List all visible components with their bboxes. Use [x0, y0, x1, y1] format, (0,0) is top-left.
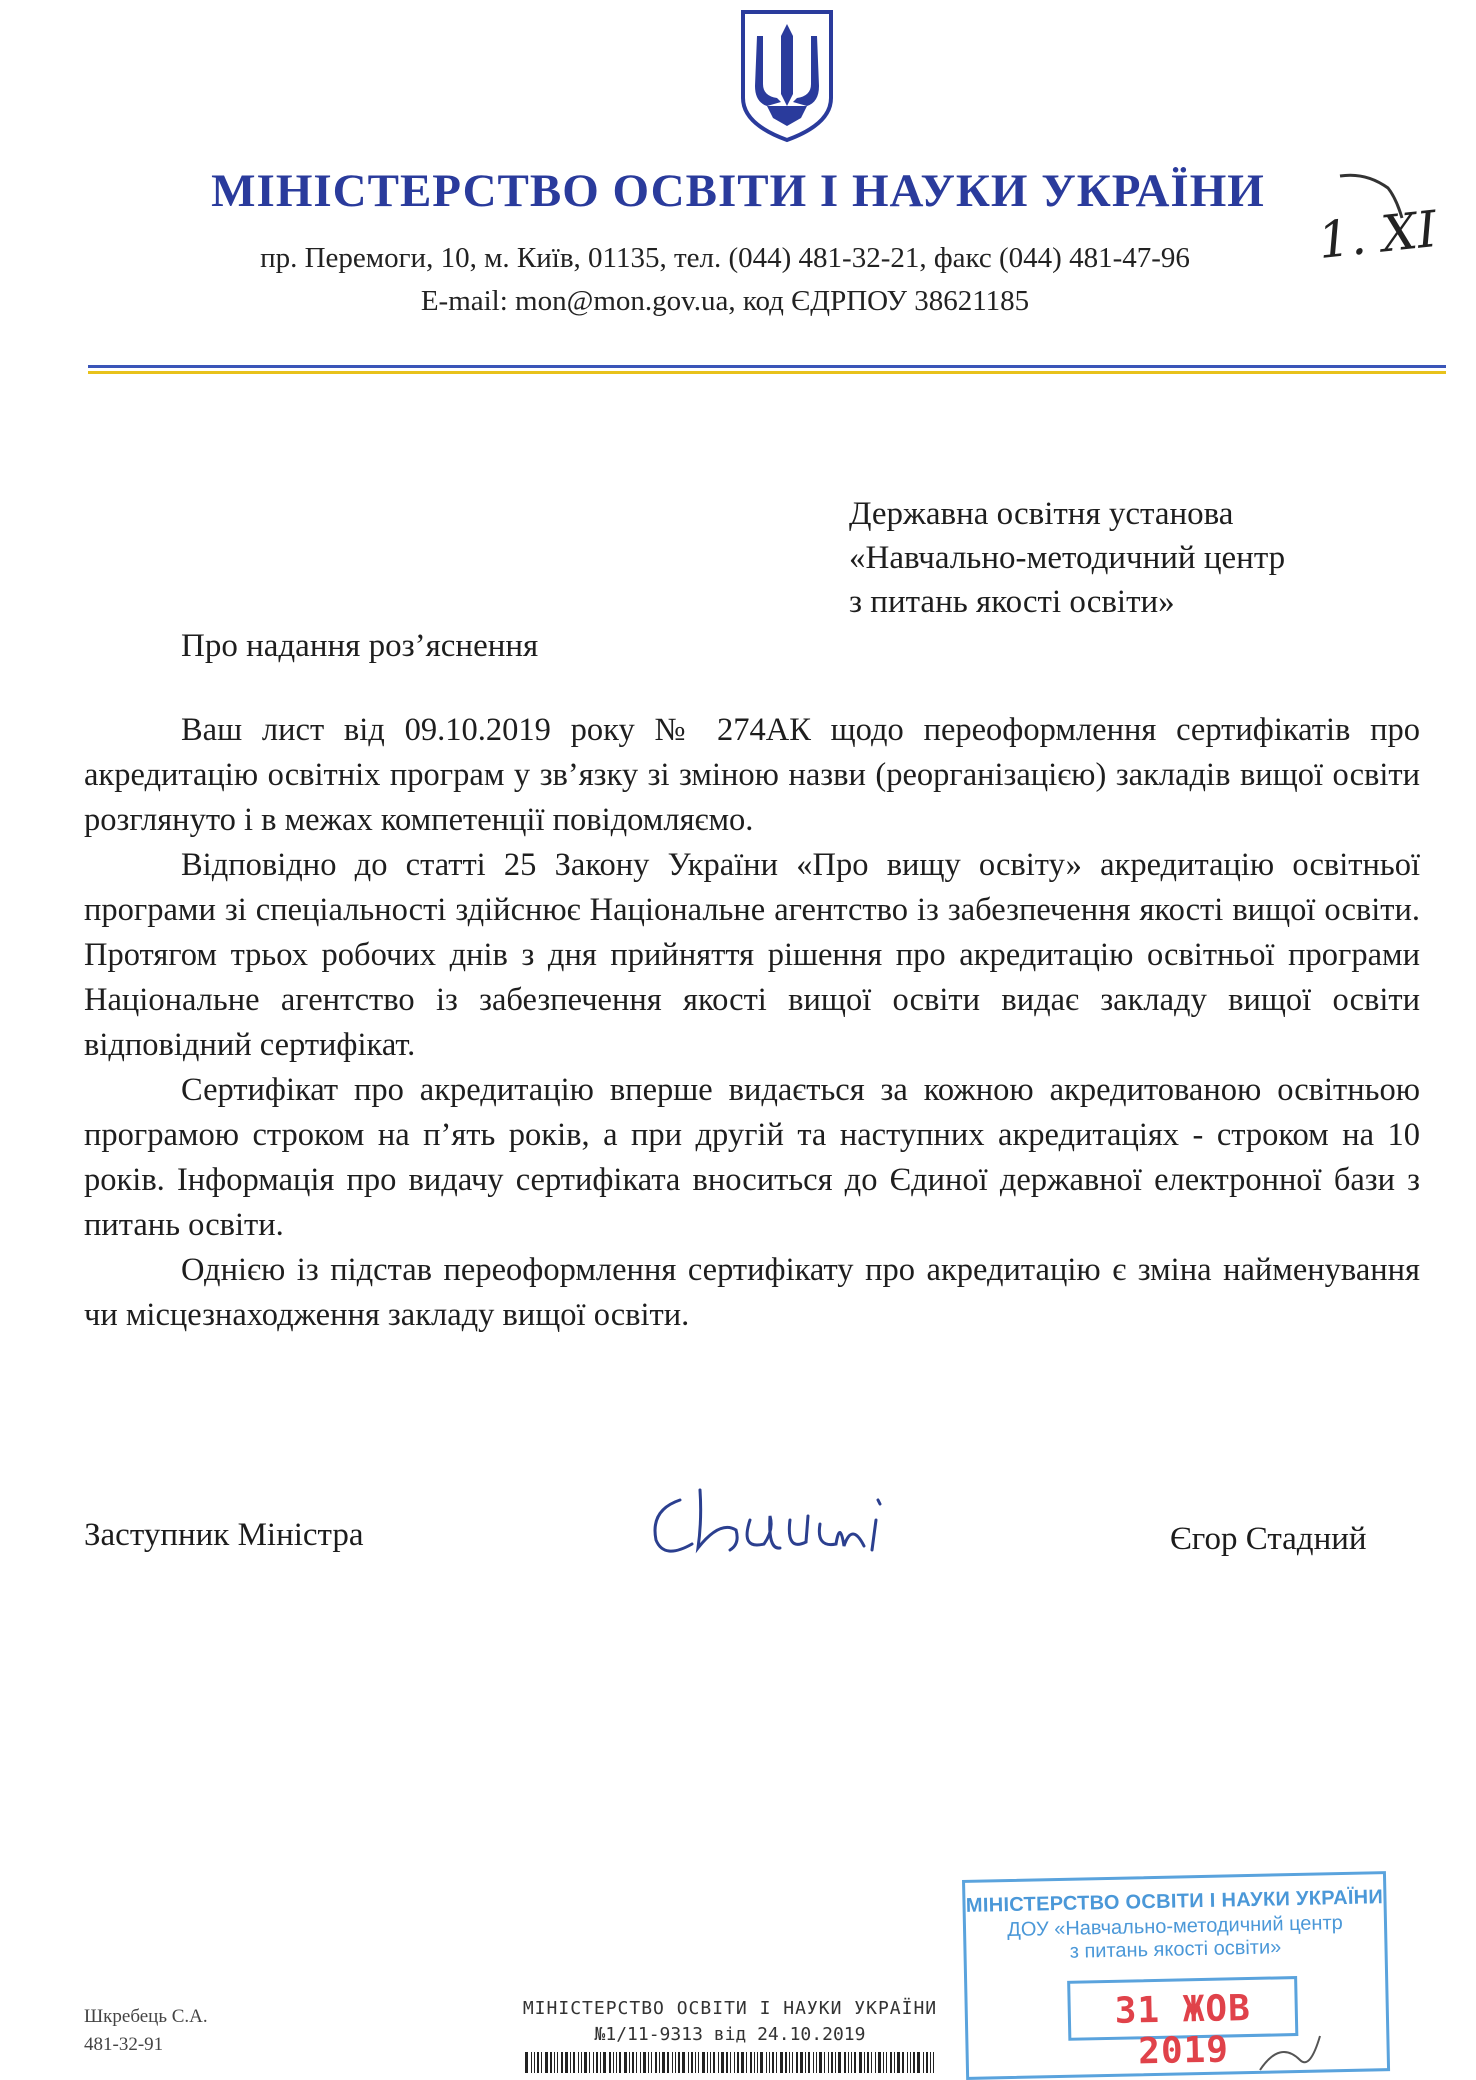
letter-subject: Про надання роз’яснення [181, 628, 539, 664]
barcode-bar [780, 2052, 783, 2073]
body-paragraph: Відповідно до статті 25 Закону України «Про вищу освіту» акредитацію освітньої програми зі спеціальності здійснює Національне агентство із забезпечення якості вищої освіти. Протягом трьох робочих днів з дня прийняття рішення про акредитацію освітньої програми Національне агентство із забезпечення якості вищої освіти видає закладу вищої освіти відповідний сертифікат. [84, 847, 1420, 1063]
barcode-bar [636, 2052, 637, 2073]
barcode-bar [545, 2052, 548, 2073]
barcode-icon [525, 2052, 935, 2073]
barcode-bar [789, 2052, 790, 2073]
barcode-bar [910, 2052, 911, 2073]
barcode-bar [584, 2052, 587, 2073]
coat-of-arms-icon [737, 6, 837, 144]
barcode-bar [667, 2052, 669, 2073]
barcode-bar [867, 2052, 869, 2073]
barcode-bar [541, 2052, 542, 2073]
barcode-bar [769, 2052, 770, 2073]
addressee-line: Державна освітня установа [849, 496, 1234, 532]
barcode-bar [883, 2052, 884, 2073]
handwritten-date-mark: 1. XI [1315, 199, 1440, 271]
barcode-bar [741, 2052, 744, 2073]
barcode-bar [813, 2052, 814, 2073]
executor-phone: 481-32-91 [84, 2034, 164, 2055]
barcode-bar [578, 2052, 579, 2073]
barcode-bar [581, 2052, 582, 2073]
barcode-bar [746, 2052, 747, 2073]
ministry-contacts: E-mail: mon@mon.gov.ua, код ЄДРПОУ 38621185 [420, 285, 1030, 317]
barcode-bar [766, 2052, 767, 2073]
barcode-bar [878, 2052, 881, 2073]
barcode-bar [534, 2052, 535, 2073]
barcode-bar [672, 2052, 673, 2073]
barcode-bar [864, 2052, 865, 2073]
barcode-bar [659, 2052, 660, 2073]
barcode-bar [565, 2052, 568, 2073]
barcode-bar [792, 2052, 793, 2073]
barcode-bar [902, 2052, 904, 2073]
barcode-bar [603, 2052, 606, 2073]
barcode-bar [776, 2052, 777, 2073]
barcode-bar [643, 2052, 646, 2073]
letter-body [84, 708, 1420, 1338]
barcode-bar [629, 2052, 630, 2073]
barcode-bar [808, 2052, 810, 2073]
barcode-bar [589, 2052, 590, 2073]
addressee-block [849, 492, 1285, 624]
barcode-bar [923, 2052, 924, 2073]
barcode-bar [737, 2052, 739, 2073]
barcode-bar [926, 2052, 928, 2073]
barcode-bar [754, 2052, 755, 2073]
body-paragraph: Ваш лист від 09.10.2019 року № 274АК щодо переоформлення сертифікатів про акредитацію освітніх програм у зв’язку зі зміною назви (реорганізацією) закладів вищої освіти розглянуто і в межах компетенції повідомляємо. [84, 712, 1420, 838]
signer-position: Заступник Міністра [84, 1517, 364, 1553]
barcode-bar [838, 2052, 841, 2073]
barcode-bar [675, 2052, 676, 2073]
barcode-bar [894, 2052, 895, 2073]
stamp-date: 31 ЖОВ 2019 [1114, 1987, 1252, 2073]
barcode-bar [616, 2052, 617, 2073]
barcode-bar [816, 2052, 817, 2073]
barcode-bar [557, 2052, 558, 2073]
barcode-bar [537, 2052, 539, 2073]
barcode-bar [871, 2052, 872, 2073]
barcode-bar [805, 2052, 806, 2073]
barcode-bar [828, 2052, 829, 2073]
stamp-institution-tail: з питань якості освіти» [1069, 1936, 1282, 1963]
header-rule-blue [88, 365, 1446, 368]
barcode-bar [875, 2052, 876, 2073]
stamp-initials-scribble [1250, 2030, 1330, 2073]
barcode-bar [640, 2052, 641, 2073]
barcode-bar [819, 2052, 822, 2073]
barcode-bar [718, 2052, 719, 2073]
barcode-bar [721, 2052, 724, 2073]
stamp-ministry: МІНІСТЕРСТВО ОСВІТИ І НАУКИ УКРАЇНИ [965, 1886, 1384, 1917]
barcode-bar [726, 2052, 728, 2073]
barcode-bar [831, 2052, 833, 2073]
barcode-bar [713, 2052, 715, 2073]
barcode-bar [734, 2052, 735, 2073]
addressee-line: з питань якості освіти» [849, 584, 1175, 620]
body-paragraph: Сертифікат про акредитацію вперше видається за кожною акредитованою освітньою програмою строком на п’ять років, а при другій та наступних акредитаціях - строком на 10 років. Інформація про видачу сертифіката вноситься до Єдиної державної електронної бази з питань освіти. [84, 1072, 1420, 1243]
barcode-bar [854, 2052, 856, 2073]
barcode-bar [525, 2052, 528, 2073]
barcode-bar [550, 2052, 552, 2073]
barcode-bar [890, 2052, 892, 2073]
handwritten-signature [640, 1460, 920, 1570]
barcode-bar [757, 2052, 758, 2073]
barcode-bar [624, 2052, 627, 2073]
barcode-bar [648, 2052, 649, 2073]
barcode-bar [933, 2052, 934, 2073]
barcode-bar [930, 2052, 931, 2073]
registration-ministry: МІНІСТЕРСТВО ОСВІТИ І НАУКИ УКРАЇНИ [522, 1998, 938, 2019]
barcode-bar [785, 2052, 787, 2073]
barcode-bar [772, 2052, 774, 2073]
barcode-bar [651, 2052, 652, 2073]
stamp-institution: ДОУ «Навчально-методичний центр [1007, 1912, 1343, 1942]
body-paragraph: Однією із підстав переоформлення сертифікату про акредитацію є зміна найменування чи місцезнаходження закладу вищої освіти. [84, 1252, 1420, 1333]
barcode-bar [907, 2052, 908, 2073]
barcode-bar [835, 2052, 836, 2073]
signer-name: Єгор Стадний [1170, 1521, 1367, 1557]
barcode-bar [682, 2052, 685, 2073]
barcode-bar [750, 2052, 752, 2073]
barcode-bar [897, 2052, 900, 2073]
barcode-bar [531, 2052, 532, 2073]
barcode-bar [796, 2052, 798, 2073]
barcode-bar [917, 2052, 920, 2073]
barcode-bar [913, 2052, 915, 2073]
barcode-bar [609, 2052, 611, 2073]
barcode-bar [848, 2052, 849, 2073]
barcode-bar [702, 2052, 705, 2073]
barcode-bar [613, 2052, 614, 2073]
addressee-line: «Навчально-методичний центр [849, 540, 1286, 576]
barcode-bar [824, 2052, 825, 2073]
barcode-bar [619, 2052, 621, 2073]
barcode-bar [698, 2052, 699, 2073]
barcode-bar [632, 2052, 634, 2073]
barcode-bar [707, 2052, 708, 2073]
barcode-bar [695, 2052, 696, 2073]
barcode-bar [760, 2052, 763, 2073]
ministry-title: МІНІСТЕРСТВО ОСВІТИ І НАУКИ УКРАЇНИ [211, 165, 1265, 217]
registration-number: №1/11-9313 від 24.10.2019 [594, 2024, 866, 2045]
barcode-bar [851, 2052, 852, 2073]
barcode-bar [800, 2052, 803, 2073]
barcode-bar [561, 2052, 563, 2073]
barcode-bar [554, 2052, 555, 2073]
barcode-bar [593, 2052, 594, 2073]
barcode-bar [600, 2052, 601, 2073]
barcode-bar [710, 2052, 711, 2073]
barcode-bar [844, 2052, 846, 2073]
barcode-bar [662, 2052, 665, 2073]
barcode-bar [655, 2052, 657, 2073]
barcode-bar [859, 2052, 862, 2073]
barcode-bar [573, 2052, 575, 2073]
ministry-address: пр. Перемоги, 10, м. Київ, 01135, тел. (044) 481-32-21, факс (044) 481-47-96 [260, 242, 1190, 274]
barcode-bar [678, 2052, 680, 2073]
header-rule-yellow [88, 371, 1446, 374]
barcode-bar [886, 2052, 887, 2073]
barcode-bar [730, 2052, 731, 2073]
barcode-bar [570, 2052, 571, 2073]
barcode-bar [596, 2052, 598, 2073]
executor-name: Шкребець С.А. [84, 2006, 208, 2027]
barcode-bar [688, 2052, 689, 2073]
barcode-bar [691, 2052, 693, 2073]
